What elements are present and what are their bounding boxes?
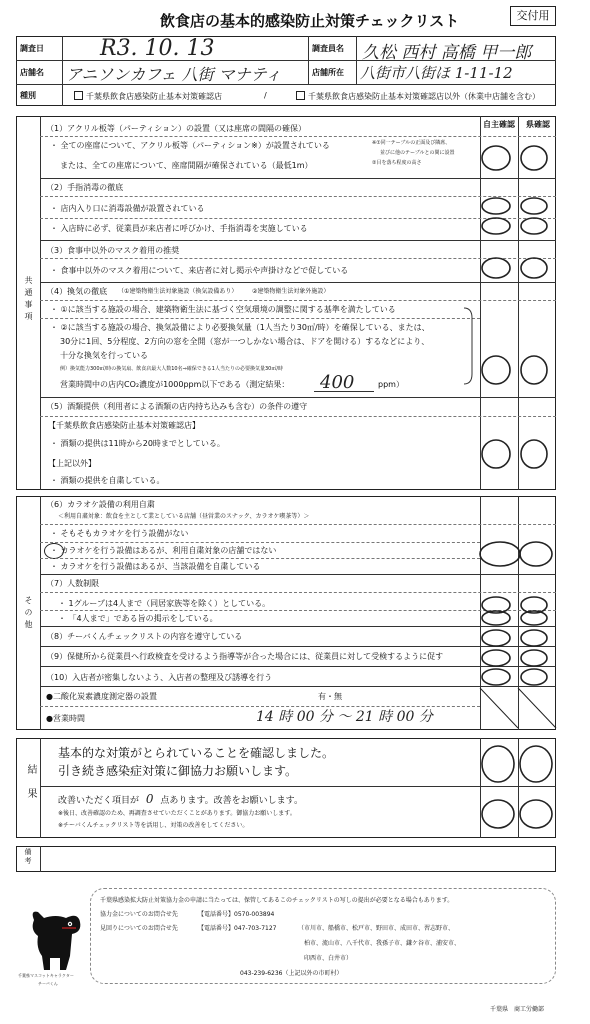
item-4-line3: 30分に1回、5分程度、2方向の窓を全開（窓が一つしかない場合は、ドアを開ける）するなどにより、 [60, 337, 430, 346]
item-4-line2: ・ ②に該当する施設の場合、換気設備により必要換気量（1人当たり30㎥/時）を確保している、または、 [50, 323, 430, 332]
item-3-line1: ・ 食事中以外のマスク着用について、来店者に対し掲示や声掛けなどで促している [50, 266, 349, 275]
result-handwritten-marks [478, 738, 558, 838]
item-1-note1: ※①同一テーブルの正面及び隣席、 [372, 140, 451, 146]
survey-date-value: R3. 10. 13 [100, 36, 215, 61]
item-1-line1: ・ 全ての座席について、アクリル板等（パーティション※）が設置されている [50, 141, 330, 150]
mark-5-self [482, 440, 510, 468]
item-6-opt1: ・ そもそもカラオケを行う設備がない [50, 529, 189, 538]
mark-improve-pref [520, 800, 552, 828]
mark-2b-pref [521, 218, 547, 234]
co2-device-value: 有・無 [318, 692, 342, 701]
co2-measure-unit: ppm） [378, 380, 404, 389]
store-address-value: 八街市八街ほ 1-11-12 [360, 64, 513, 82]
item-8-heading: （8）チーバくんチェックリストの内容を遵守している [46, 632, 243, 641]
item-2-line2: ・ 入店時に必ず、従業員が来店者に呼びかけ、手指消毒を実施している [50, 224, 308, 233]
issued-tag [510, 6, 556, 26]
item-4-line1: ・ ①に該当する施設の場合、建築物衛生法に基づく空気環境の調整に関する基準を満たしている [50, 305, 396, 314]
item-5-sub2: 【上記以外】 [48, 459, 96, 468]
hours-label: ●営業時間 [46, 714, 85, 723]
mark-4-pref [521, 356, 547, 384]
footer-contact1-phone: 【電話番号】0570-003894 [198, 911, 275, 918]
footer-contact1-label: 協力金についてのお問合せ先 [100, 911, 178, 918]
mark-3-self [482, 258, 510, 278]
item-6-note: ＜利用自粛対象：飲食を主として業としている店舗（昼営業のスナック、カラオケ喫茶等）＞ [58, 513, 310, 520]
mark-2a-self [482, 198, 510, 214]
mark-9-pref [521, 650, 547, 666]
item-1-note2: 並びに他のテーブルとの間に設置 [380, 150, 455, 156]
type-label: 種別 [20, 91, 36, 100]
mark-9-self [482, 650, 510, 666]
self-check-header: 自主確認 [483, 120, 515, 129]
item-4-sub1: （①建築物衛生法対象施設（換気設備あり） [118, 288, 238, 295]
item-4-sub2: ②建築物衛生法対象外施設） [252, 288, 330, 295]
other-side-label: その他 [24, 596, 33, 632]
mark-result-pref [520, 746, 552, 782]
item-2-heading: （2）手指消毒の徹底 [46, 183, 124, 192]
item-6-heading: （6）カラオケ設備の利用自粛 [46, 500, 155, 509]
common-handwritten-marks [478, 116, 558, 490]
footer-contact2-phone: 【電話番号】047-703-7127 [198, 925, 277, 932]
footer-contact3-phone: 043-239-6236（上記以外の市町村） [240, 970, 343, 977]
item-5-heading: （5）酒類提供（利用者による酒類の店内持ち込みも含む）の条件の遵守 [46, 402, 308, 411]
mascot-chiba-kun [26, 904, 84, 972]
issuer: 千葉県 商工労働部 [490, 1006, 545, 1013]
mark-2b-self [482, 218, 510, 234]
result-note1: ※後日、改善確認のため、再調査させていただくことがあります。御協力お願いします。 [58, 810, 296, 817]
item-7-line1: ・ 1グループは4人まで（同居家族等を除く）としている。 [58, 599, 271, 608]
item-5-line2: ・ 酒類の提供を自粛している。 [50, 476, 165, 485]
mascot-caption1: 千葉県マスコットキャラクター [18, 973, 74, 978]
item-10-heading: （10）入店者が密集しないよう、入店者の整理及び誘導を行う [46, 673, 273, 682]
page-title: 飲食店の基本的感染防止対策チェックリスト [160, 12, 460, 30]
mark-1-self [482, 146, 510, 170]
result-side-label: 結果 [25, 764, 36, 812]
common-section [16, 116, 556, 490]
mark-improve-self [482, 800, 514, 828]
item-4-heading: （4）換気の徹底 [46, 287, 108, 296]
co2-measure-value: 400 [320, 372, 355, 393]
item-6-opt2-selected-circle [44, 543, 64, 559]
item-5-sub1: 【千葉県飲食店感染防止基本対策確認店】 [48, 421, 200, 430]
survey-date-label: 調査日 [20, 44, 44, 53]
result-note2: ※チーバくんチェックリスト等を活用し、対策の改善をしてください。 [58, 822, 249, 829]
item-2-line1: ・ 店内入り口に消毒設備が設置されている [50, 204, 205, 213]
mark-1-pref [521, 146, 547, 170]
mark-result-self [482, 746, 514, 782]
mark-10-self [482, 669, 510, 685]
mascot-caption2: チーバくん [38, 981, 58, 986]
store-name-value: アニソンカフェ 八街 マナティ [66, 65, 282, 84]
type-option-1-checkbox[interactable] [74, 91, 83, 100]
result-line2: 引き続き感染症対策に御協力お願いします。 [58, 764, 298, 778]
item-4-co2-line: 営業時間中の店内CO₂濃度が1000ppm以下である（測定結果： [60, 380, 290, 389]
type-option-2-checkbox[interactable] [296, 91, 305, 100]
co2-device-label: ●二酸化炭素濃度測定器の設置 [46, 692, 157, 701]
item-4-note: 例）換気能力300㎥/時の換気扇、飲食店最大人数10名⇒確保できる1人当たりの必要換気量30㎥/時 [60, 366, 284, 372]
footer-contact2-area2: 柏市、流山市、八千代市、我孫子市、鎌ケ谷市、浦安市、 [304, 940, 461, 947]
cross-line-pref [518, 688, 556, 728]
type-option-2: 千葉県飲食店感染防止基本対策確認店以外（休業中店舗を含む） [296, 91, 540, 102]
footer-contact2-area3: 印西市、白井市） [304, 955, 353, 962]
improve-count: 0 [145, 792, 154, 806]
footer-contact2-area1: （市川市、船橋市、松戸市、野田市、成田市、習志野市、 [298, 925, 455, 932]
item-6-opt3: ・ カラオケを行う設備はあるが、当該設備を自粛している [50, 562, 261, 571]
footer-intro: 千葉県感染拡大防止対策協力金の申請に当たっては、保管してあるこのチェックリストの写しの提出が必要となる場合もあります。 [100, 897, 454, 904]
mark-4-self [482, 356, 510, 384]
item-4-bracket [462, 306, 474, 386]
hours-value: 14 時 00 分 ～ 21 時 00 分 [256, 709, 433, 725]
item-1-note3: ②目を落ち程度の高さ [372, 160, 422, 166]
improve-line: 改善いただく項目が 0 点あります。改善をお願いします。 [58, 792, 303, 806]
item-9-heading: （9）保健所から従業員へ行政検査を受けるよう指導等が合った場合には、従業員に対して受検するように促す [46, 652, 444, 661]
issued-tag-label: 交付用 [516, 9, 550, 22]
item-7-line2: ・ 「4人まで」である旨の掲示をしている。 [58, 614, 218, 623]
mark-6-pref [520, 542, 552, 566]
mark-6-self [480, 542, 520, 566]
type-option-1: 千葉県飲食店感染防止基本対策確認店 [74, 91, 222, 102]
item-7-heading: （7）人数制限 [46, 579, 100, 588]
item-5-line1: ・ 酒類の提供は11時から20時までとしている。 [50, 439, 225, 448]
mark-8-self [482, 630, 510, 646]
item-6-opt2: ・ カラオケを行う設備はあるが、利用自粛対象の店舗ではない [50, 546, 277, 555]
remarks-side-label: 備考 [24, 848, 32, 866]
cross-line-self [480, 688, 518, 728]
store-address-label: 店舗所在 [312, 68, 344, 77]
type-separator: / [264, 91, 267, 100]
common-side-label: 共通事項 [24, 276, 33, 324]
inspector-value: 久松 西村 高橋 甲一郎 [362, 43, 532, 63]
mark-3-pref [521, 258, 547, 278]
item-1-heading: （1）アクリル板等（パーティション）の設置（又は座席の間隔の確保） [46, 124, 307, 133]
remarks-section [16, 846, 556, 872]
store-name-label: 店舗名 [20, 68, 44, 77]
item-4-line4: 十分な換気を行っている [60, 351, 148, 360]
inspector-label: 調査員名 [312, 44, 344, 53]
item-3-heading: （3）食事中以外のマスク着用の推奨 [46, 246, 180, 255]
pref-check-header: 県確認 [526, 120, 550, 129]
mark-8-pref [521, 630, 547, 646]
item-1-line2: または、全ての座席について、座席間隔が確保されている（最低1m） [60, 161, 313, 170]
other-handwritten-marks [478, 496, 558, 730]
mark-10-pref [521, 669, 547, 685]
mark-2a-pref [521, 198, 547, 214]
mark-5-pref [521, 440, 547, 468]
footer-contact2-label: 見回りについてのお問合せ先 [100, 925, 178, 932]
result-line1: 基本的な対策がとられていることを確認しました。 [58, 746, 335, 760]
